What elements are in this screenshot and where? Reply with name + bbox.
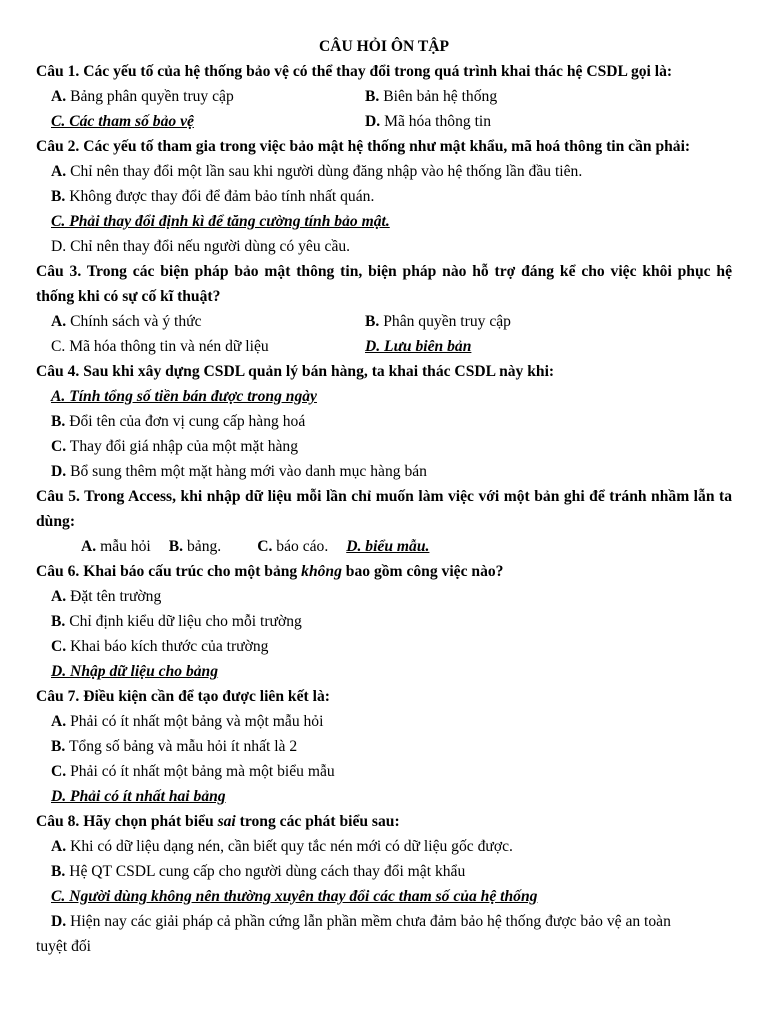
option-label: B. — [51, 413, 66, 430]
q2-option-b: Không được thay đổi để đảm bảo tính nhất quán. — [69, 188, 375, 205]
question-number: Câu 8. — [36, 813, 80, 830]
q4-option-b-line — [36, 409, 732, 434]
question-1 — [36, 59, 732, 84]
option-label: B. — [51, 863, 66, 880]
q4-option-a-line — [36, 384, 732, 409]
q1-options-row-2 — [36, 109, 732, 134]
q7-option-a-line — [36, 709, 732, 734]
q5-options-row — [36, 534, 732, 559]
option-label: B. — [168, 538, 184, 555]
option-label: B. — [365, 88, 380, 105]
option-label: A. — [51, 713, 67, 730]
q8-option-c-line — [36, 884, 732, 909]
q8-option-d-continuation: tuyệt đối — [36, 938, 92, 955]
question-text-after: trong các phát biểu sau: — [239, 813, 400, 830]
q8-option-a: Khi có dữ liệu dạng nén, cần biết quy tắc nén mới có dữ liệu gốc được. — [70, 838, 513, 855]
option-label: A. — [51, 88, 67, 105]
q1-options-row-1 — [36, 84, 732, 109]
question-number: Câu 2. — [36, 138, 80, 155]
option-label: C. — [51, 438, 67, 455]
question-text: Các yếu tố tham gia trong việc bảo mật hệ thống như mật khẩu, mã hoá thông tin cần phải: — [83, 138, 691, 155]
page-title: CÂU HỎI ÔN TẬP — [318, 38, 450, 55]
q2-option-d: Chỉ nên thay đổi nếu người dùng có yêu cầu. — [70, 238, 351, 255]
q3-options-row-1 — [36, 309, 732, 334]
question-text-before: Hãy chọn phát biểu — [83, 813, 214, 830]
option-label: C. — [257, 538, 273, 555]
question-6 — [36, 559, 732, 584]
question-number: Câu 6. — [36, 563, 80, 580]
q8-option-b-line — [36, 859, 732, 884]
q3-options-row-2 — [36, 334, 732, 359]
q7-option-c-line — [36, 759, 732, 784]
option-label: D. — [51, 913, 67, 930]
q4-option-d-line — [36, 459, 732, 484]
option-label: D. — [51, 238, 67, 255]
question-5 — [36, 484, 732, 534]
option-label: B. — [51, 738, 66, 755]
option-label: C. — [51, 338, 66, 355]
question-text: Các yếu tố của hệ thống bảo vệ có thể thay đổi trong quá trình khai thác hệ CSDL gọi là: — [83, 63, 673, 80]
q3-option-a: Chính sách và ý thức — [70, 313, 202, 330]
option-label: A. — [51, 163, 67, 180]
q2-option-d-line — [36, 234, 732, 259]
option-label: D. — [365, 113, 381, 130]
question-number: Câu 7. — [36, 688, 80, 705]
option-label: A. — [51, 313, 67, 330]
q7-option-c: Phải có ít nhất một bảng mà một biểu mẫu — [70, 763, 335, 780]
question-text-emphasis: sai — [217, 813, 236, 830]
question-text: Sau khi xây dựng CSDL quản lý bán hàng, ta khai thác CSDL này khi: — [83, 363, 555, 380]
q8-option-c-answer: C. Người dùng không nên thường xuyên thay đổi các tham số của hệ thống — [51, 888, 538, 905]
question-7 — [36, 684, 732, 709]
q8-option-a-line — [36, 834, 732, 859]
q7-option-d-answer: D. Phải có ít nhất hai bảng — [51, 788, 226, 805]
q1-option-b: Biên bản hệ thống — [383, 88, 498, 105]
option-label: B. — [51, 613, 66, 630]
option-label: A. — [51, 588, 67, 605]
q5-option-d-answer: D. biểu mẫu. — [346, 538, 430, 555]
question-text: Trong các biện pháp bảo mật thông tin, biện pháp nào hỗ trợ đáng kể cho việc khôi phục hệ thống khi có sự cố kĩ thuật? — [36, 263, 732, 305]
option-label: C. — [51, 638, 67, 655]
q6-option-c: Khai báo kích thước của trường — [70, 638, 269, 655]
question-number: Câu 3. — [36, 263, 82, 280]
question-number: Câu 4. — [36, 363, 80, 380]
q7-option-b-line — [36, 734, 732, 759]
q8-option-b: Hệ QT CSDL cung cấp cho người dùng cách thay đổi mật khẩu — [69, 863, 466, 880]
q8-option-d: Hiện nay các giải pháp cả phần cứng lẫn phần mềm chưa đảm bảo hệ thống được bảo vệ an toàn — [70, 913, 671, 930]
option-label: B. — [365, 313, 380, 330]
q6-option-c-line — [36, 634, 732, 659]
q8-option-d-line — [36, 909, 732, 959]
question-3 — [36, 259, 732, 309]
q5-option-c: báo cáo. — [276, 538, 329, 555]
q1-option-a: Bảng phân quyền truy cập — [70, 88, 234, 105]
option-label: C. — [51, 763, 67, 780]
q3-option-d-answer: D. Lưu biên bản — [365, 338, 472, 355]
q3-option-b: Phân quyền truy cập — [383, 313, 511, 330]
q2-option-b-line — [36, 184, 732, 209]
q5-option-b: bảng. — [186, 538, 222, 555]
q3-option-c: Mã hóa thông tin và nén dữ liệu — [69, 338, 269, 355]
question-2 — [36, 134, 732, 159]
q4-option-b: Đổi tên của đơn vị cung cấp hàng hoá — [69, 413, 306, 430]
question-text-emphasis: không — [301, 563, 342, 580]
q2-option-c-line — [36, 209, 732, 234]
q6-option-a-line — [36, 584, 732, 609]
question-4 — [36, 359, 732, 384]
question-text-before: Khai báo cấu trúc cho một bảng — [83, 563, 298, 580]
q7-option-a: Phải có ít nhất một bảng và một mẫu hỏi — [70, 713, 324, 730]
q4-option-a-answer: A. Tính tổng số tiền bán được trong ngày — [51, 388, 317, 405]
q6-option-b: Chỉ định kiểu dữ liệu cho mỗi trường — [69, 613, 302, 630]
q2-option-a-line — [36, 159, 732, 184]
q1-option-d: Mã hóa thông tin — [384, 113, 492, 130]
q2-option-c-answer: C. Phải thay đổi định kì để tăng cường tính bảo mật. — [51, 213, 390, 230]
q4-option-c-line — [36, 434, 732, 459]
option-label: A. — [81, 538, 97, 555]
question-8 — [36, 809, 732, 834]
option-label: D. — [51, 463, 67, 480]
q4-option-d: Bổ sung thêm một mặt hàng mới vào danh mục hàng bán — [70, 463, 427, 480]
q6-option-d-line — [36, 659, 732, 684]
option-label: A. — [51, 838, 67, 855]
q6-option-d-answer: D. Nhập dữ liệu cho bảng — [51, 663, 219, 680]
q2-option-a: Chỉ nên thay đổi một lần sau khi người dùng đăng nhập vào hệ thống lần đầu tiên. — [70, 163, 583, 180]
q7-option-b: Tổng số bảng và mẫu hỏi ít nhất là 2 — [68, 738, 298, 755]
q7-option-d-line — [36, 784, 732, 809]
q4-option-c: Thay đổi giá nhập của một mặt hàng — [69, 438, 299, 455]
q5-option-a: mẫu hỏi — [100, 538, 151, 555]
question-number: Câu 1. — [36, 63, 80, 80]
q6-option-a: Đặt tên trường — [70, 588, 162, 605]
q6-option-b-line — [36, 609, 732, 634]
q1-option-c-answer: C. Các tham số bảo vệ — [51, 113, 194, 130]
question-text-after: bao gồm công việc nào? — [345, 563, 504, 580]
option-label: B. — [51, 188, 66, 205]
question-text: Trong Access, khi nhập dữ liệu mỗi lần chỉ muốn làm việc với một bản ghi để tránh nhầm lẫn ta dùng: — [36, 488, 732, 530]
question-number: Câu 5. — [36, 488, 80, 505]
question-text: Điều kiện cần để tạo được liên kết là: — [83, 688, 330, 705]
